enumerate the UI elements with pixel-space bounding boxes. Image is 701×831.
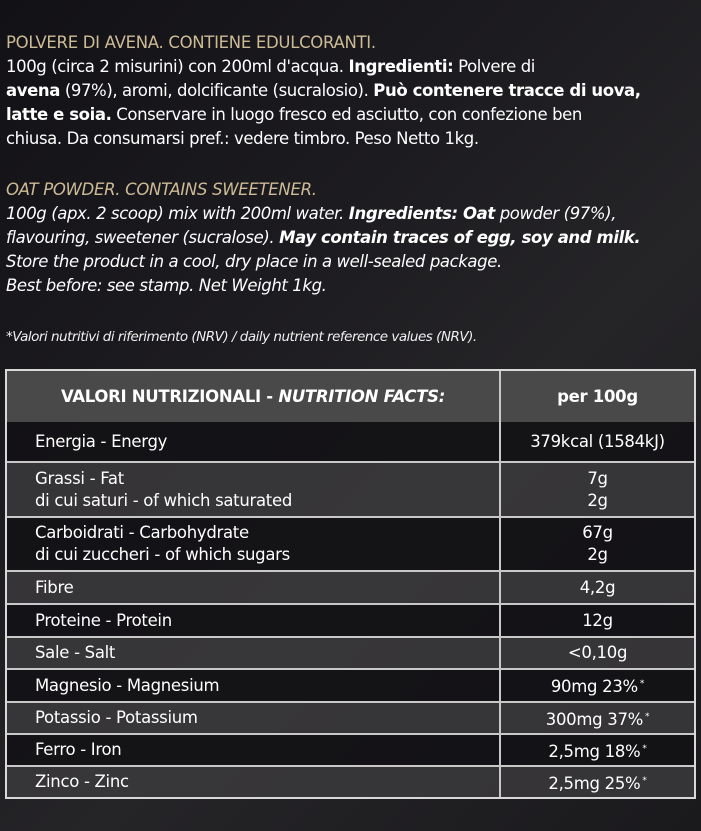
nutrient-label: Carboidrati - Carbohydrate <box>35 523 249 542</box>
nutrient-label: Sale - Salt <box>35 643 116 662</box>
english-line <box>6 202 695 226</box>
bold-text: Ingredienti: <box>348 57 454 76</box>
italian-title: POLVERE DI AVENA. CONTIENE EDULCORANTI. <box>6 33 376 52</box>
nutrient-label: Potassio - Potassium <box>35 708 198 727</box>
nutrient-value: 67g <box>582 523 613 542</box>
nrv-footnote: *Valori nutritivi di riferimento (NRV) / daily nutrient reference values (NRV). <box>6 329 477 345</box>
nutrient-label: Grassi - Fat <box>35 468 124 488</box>
nutrient-value: <0,10g <box>567 643 628 662</box>
nrv-asterisk: * <box>645 711 650 722</box>
nutrient-value: 2,5mg 25% * <box>548 773 647 793</box>
nutrient-label-cell <box>7 670 501 701</box>
nutrient-label-cell <box>7 572 501 603</box>
header-label-it: VALORI NUTRIZIONALI - <box>60 386 279 406</box>
english-title: OAT POWDER. CONTAINS SWEETENER. <box>6 180 317 199</box>
nutrient-label-cell <box>7 735 501 765</box>
table-row <box>7 422 694 461</box>
nutrient-value-cell <box>501 767 694 797</box>
nutrient-value-cell <box>501 638 694 668</box>
header-value: per 100g <box>557 386 638 406</box>
text: Store the product in a cool, dry place in a well-sealed package. <box>6 252 502 271</box>
text: Polvere di <box>453 57 535 76</box>
nutrient-label-cell <box>7 767 501 797</box>
nutrient-value-cell <box>501 703 694 733</box>
text: Conservare in luogo fresco ed asciutto, con confezione ben <box>111 105 582 124</box>
nutrient-label: di cui saturi - of which saturated <box>35 490 292 510</box>
nutrient-label: Proteine - Protein <box>35 610 172 630</box>
nutrient-value-cell <box>501 735 694 765</box>
nutrient-value: 4,2g <box>579 577 616 597</box>
nutrient-label-cell <box>7 703 501 733</box>
bold-text: latte e soia. <box>6 105 112 124</box>
bold-text: avena <box>6 81 60 100</box>
header-label-en: NUTRITION FACTS: <box>278 386 446 406</box>
english-label-text <box>6 178 695 298</box>
english-line <box>6 226 695 250</box>
nutrient-label-cell <box>7 422 501 461</box>
nutrition-table <box>5 369 696 799</box>
table-row <box>7 765 694 797</box>
nutrient-value-cell <box>501 518 694 570</box>
nrv-asterisk: * <box>642 775 647 786</box>
nutrient-label-cell <box>7 605 501 636</box>
italian-body <box>6 55 695 151</box>
table-row <box>7 733 694 765</box>
nutrient-value-cell <box>501 605 694 636</box>
header-value-cell <box>501 371 694 422</box>
nutrient-value: 2,5mg 18% * <box>548 741 647 761</box>
italian-line <box>6 79 695 103</box>
nutrient-label: di cui zuccheri - of which sugars <box>35 545 290 564</box>
italian-line <box>6 127 695 151</box>
table-row <box>7 570 694 603</box>
english-line <box>6 250 695 274</box>
nutrient-value: 2g <box>587 490 608 510</box>
table-row <box>7 461 694 516</box>
nutrient-value-cell <box>501 670 694 701</box>
nutrient-value-cell <box>501 572 694 603</box>
text: (97%), aromi, dolcificante (sucralosio). <box>59 81 374 100</box>
nutrient-label-cell <box>7 638 501 668</box>
nutrient-value: 12g <box>582 610 613 630</box>
nutrient-label: Ferro - Iron <box>35 740 122 759</box>
text: Best before: see stamp. Net Weight 1kg. <box>6 276 327 295</box>
nutrient-label-cell <box>7 463 501 516</box>
nutrient-value: 90mg 23% * <box>550 677 645 696</box>
text: 100g (apx. 2 scoop) mix with 200ml water. <box>6 204 349 223</box>
table-header-row <box>7 371 694 422</box>
english-body <box>6 202 695 298</box>
english-line <box>6 274 695 298</box>
italian-line <box>6 103 695 127</box>
text: chiusa. Da consumarsi pref.: vedere timbro. Peso Netto 1kg. <box>6 129 479 148</box>
nutrient-value-cell <box>501 422 694 461</box>
table-row <box>7 603 694 636</box>
bold-text: Può contenere tracce di uova, <box>373 81 641 100</box>
nutrient-value: 379kcal (1584kJ) <box>530 431 665 451</box>
table-row <box>7 516 694 570</box>
italian-label-text <box>6 31 695 151</box>
nutrient-label-cell <box>7 518 501 570</box>
nutrient-label: Zinco - Zinc <box>35 772 129 791</box>
bold-text: May contain traces of egg, soy and milk. <box>279 228 641 247</box>
nutrient-value-cell <box>501 463 694 516</box>
table-row <box>7 636 694 668</box>
nrv-asterisk: * <box>639 679 645 689</box>
text: 100g (circa 2 misurini) con 200ml d'acqua. <box>6 57 349 76</box>
table-row <box>7 701 694 733</box>
text: powder (97%), <box>494 204 617 223</box>
text: flavouring, sweetener (sucralose). <box>6 228 280 247</box>
nutrient-value: 300mg 37% * <box>545 709 650 729</box>
italian-line <box>6 55 695 79</box>
header-label-cell <box>7 371 501 422</box>
nutrient-value: 7g <box>587 468 608 488</box>
nrv-asterisk: * <box>642 743 647 754</box>
nutrient-value: 2g <box>587 545 608 564</box>
table-row <box>7 668 694 701</box>
nutrient-label: Energia - Energy <box>35 431 168 451</box>
nutrient-label: Fibre <box>35 577 74 597</box>
nutrient-label: Magnesio - Magnesium <box>35 675 220 695</box>
bold-text: Ingredients: Oat <box>348 204 495 223</box>
